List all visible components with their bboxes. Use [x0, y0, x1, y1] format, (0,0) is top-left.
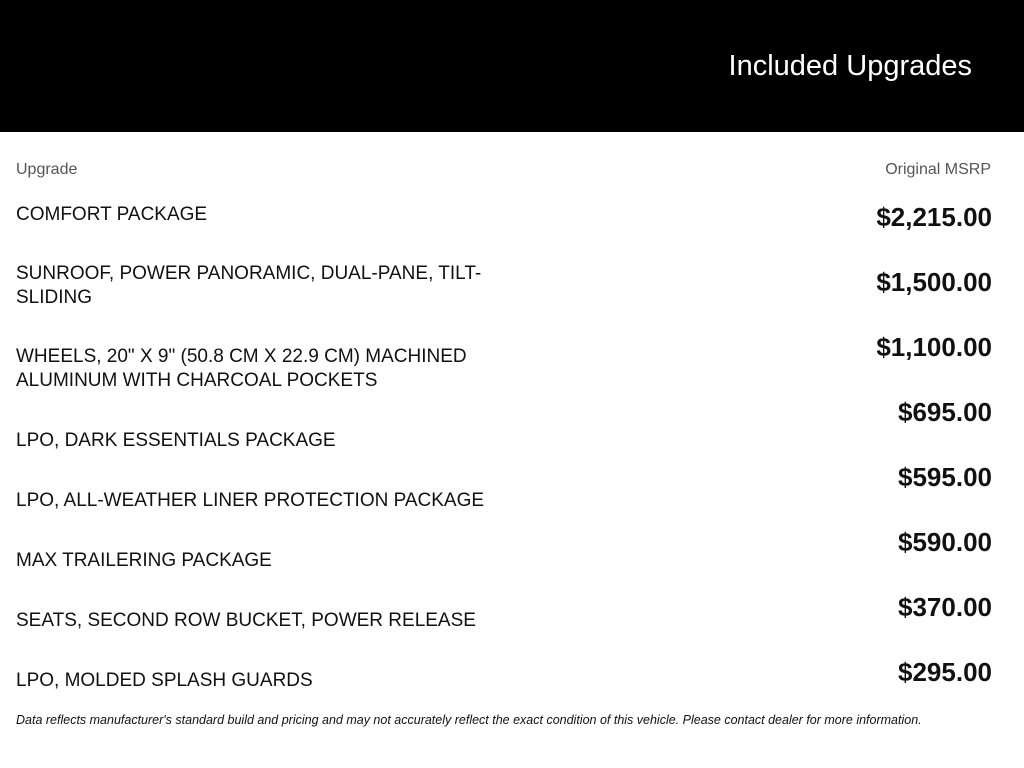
page-header [0, 0, 1024, 132]
upgrade-name: LPO, ALL-WEATHER LINER PROTECTION PACKAGE [16, 490, 485, 511]
disclaimer-text: Data reflects manufacturer's standard build and pricing and may not accurately reflect the exact condition of this vehicle. Please contact dealer for more information. [16, 713, 922, 727]
upgrade-price: $295.00 [898, 657, 992, 687]
upgrade-name: LPO, DARK ESSENTIALS PACKAGE [16, 430, 336, 451]
upgrade-column-label: Upgrade [16, 161, 78, 178]
upgrade-price: $370.00 [898, 592, 992, 622]
upgrade-name: COMFORT PACKAGE [16, 204, 208, 225]
page-title: Included Upgrades [728, 50, 972, 82]
upgrade-price: $695.00 [898, 397, 992, 427]
upgrade-price: $1,500.00 [876, 267, 992, 297]
upgrade-price: $1,100.00 [876, 332, 992, 362]
upgrade-price: $2,215.00 [876, 202, 992, 232]
upgrade-name: WHEELS, 20" X 9" (50.8 CM X 22.9 CM) MACHINED ALUMINUM WITH CHARCOAL POCKETS [16, 346, 467, 391]
upgrade-name: LPO, MOLDED SPLASH GUARDS [16, 670, 313, 691]
upgrade-name: SUNROOF, POWER PANORAMIC, DUAL-PANE, TILT-SLIDING [16, 263, 482, 308]
upgrade-price: $595.00 [898, 462, 992, 492]
upgrade-name: SEATS, SECOND ROW BUCKET, POWER RELEASE [16, 610, 476, 631]
upgrade-price: $590.00 [898, 527, 992, 557]
msrp-column-label: Original MSRP [885, 161, 991, 178]
upgrade-name: MAX TRAILERING PACKAGE [16, 550, 272, 571]
